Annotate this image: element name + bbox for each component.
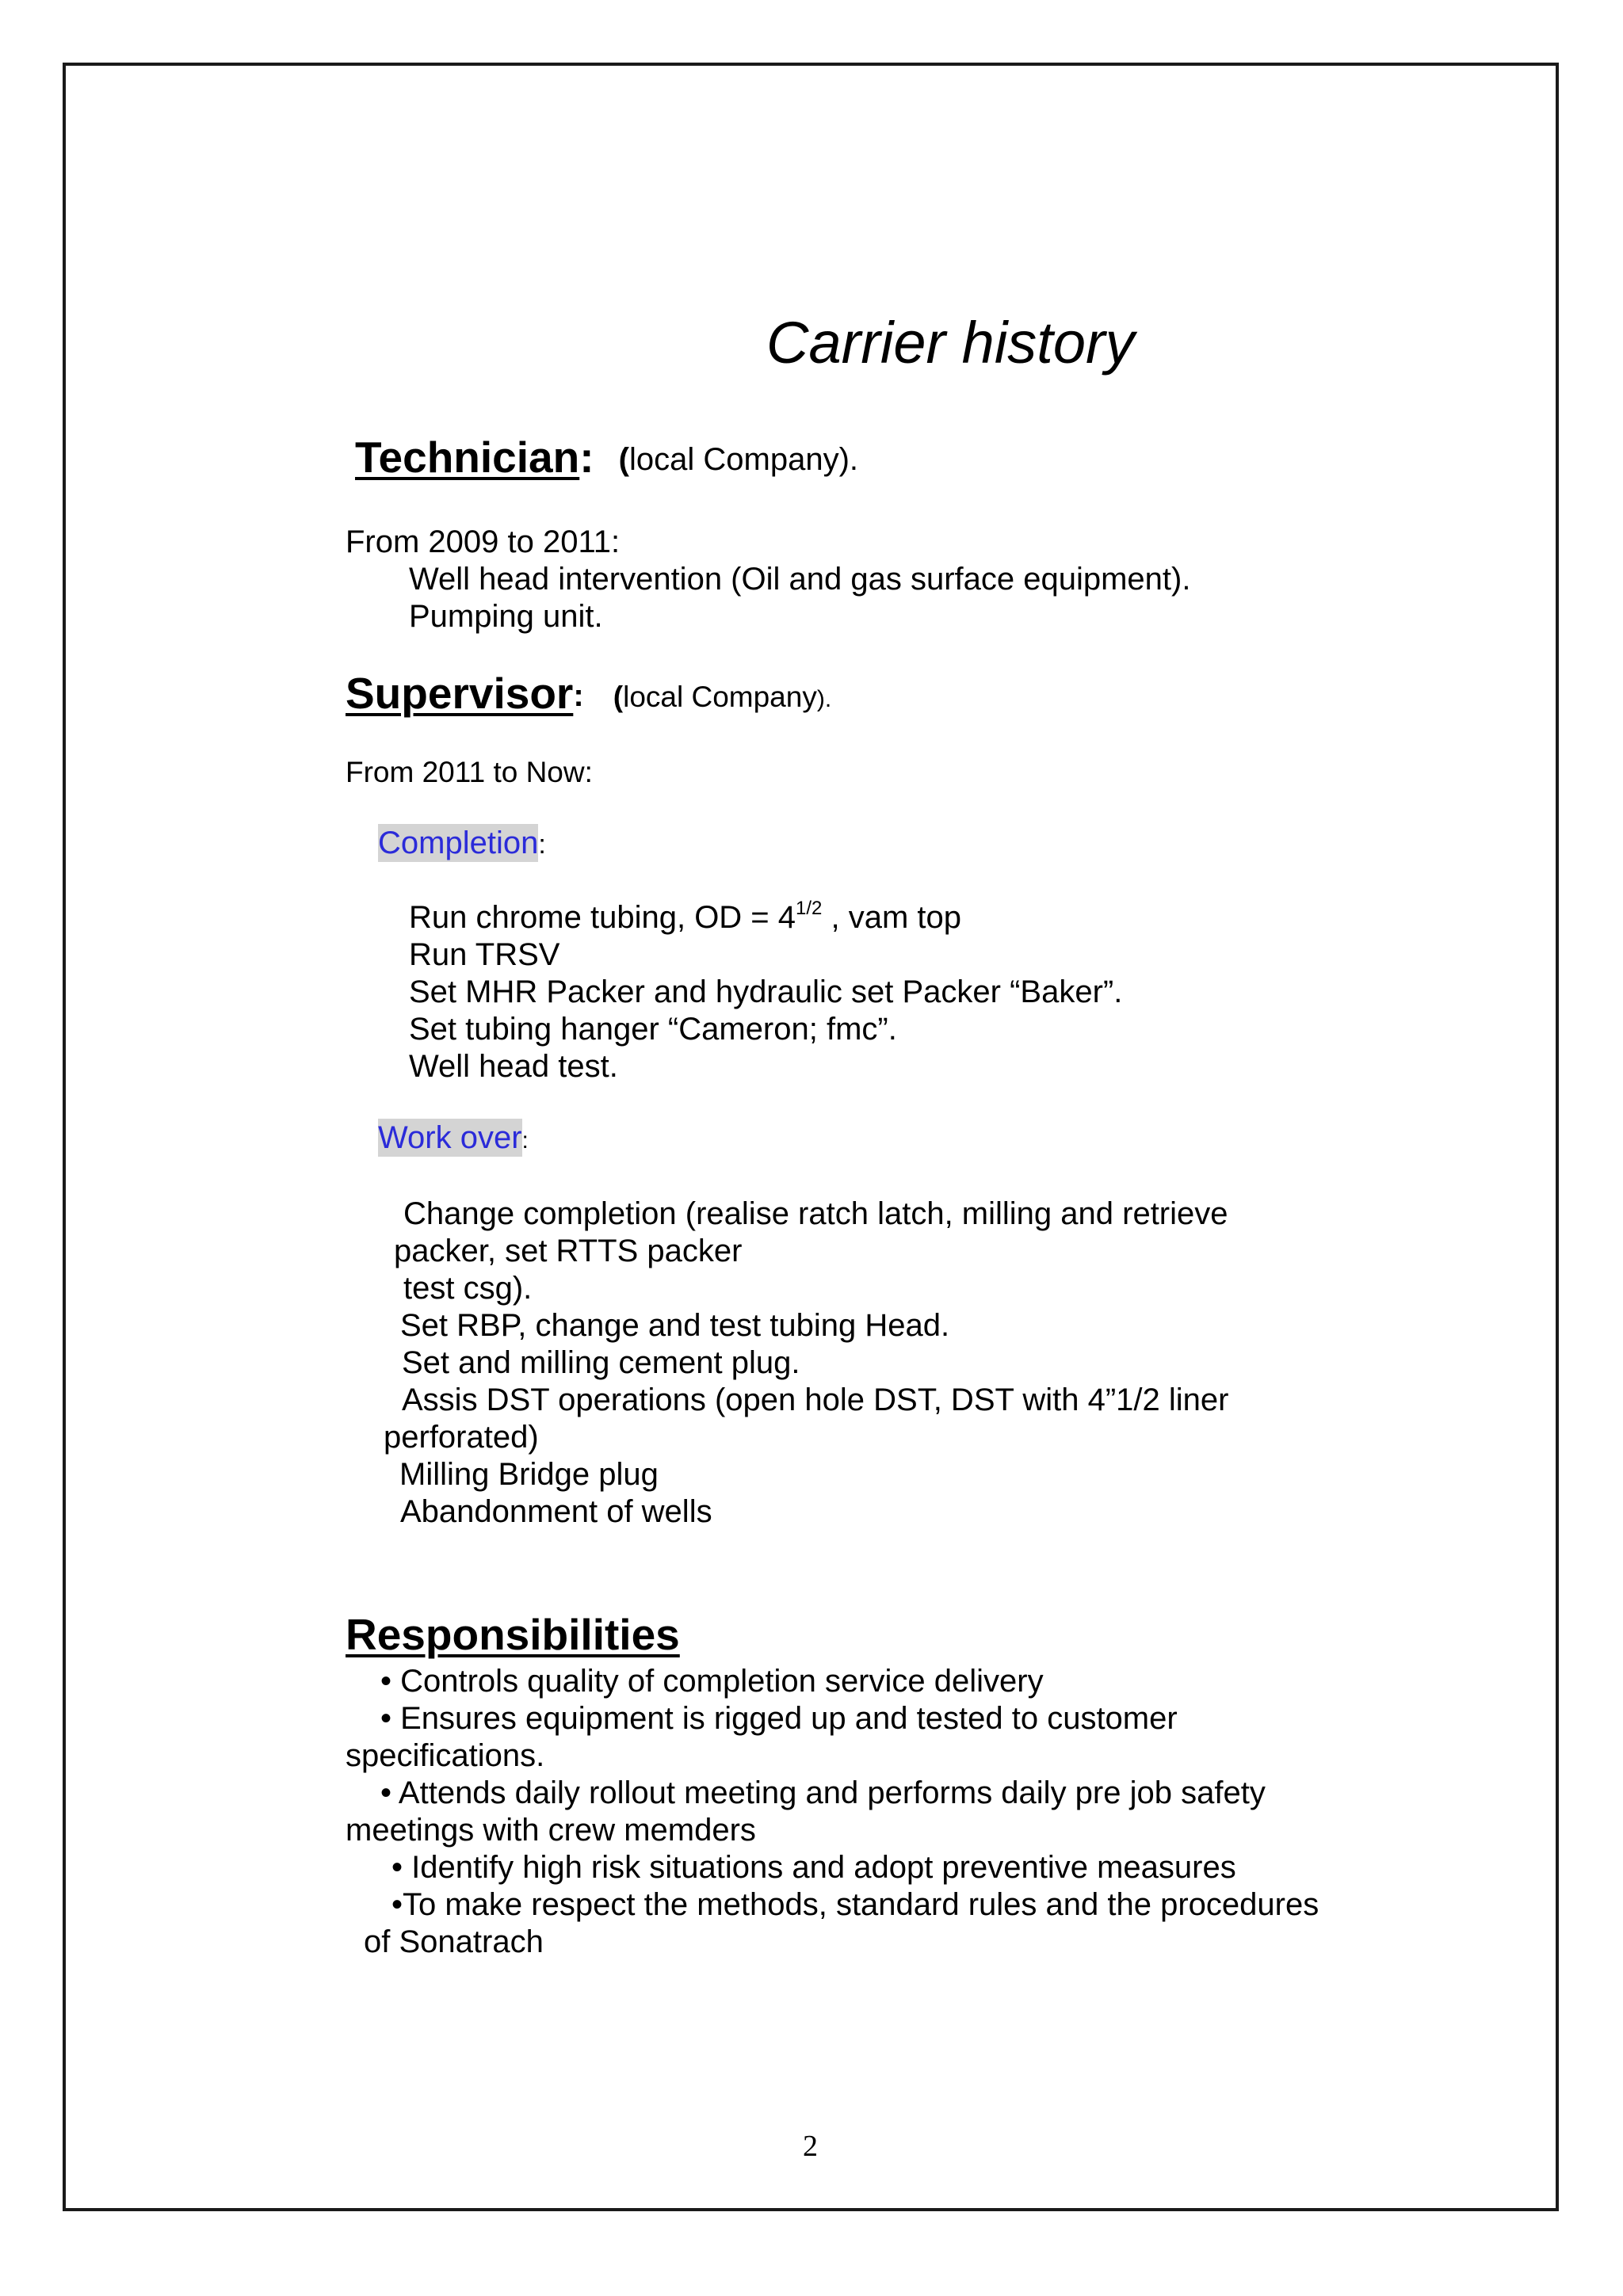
completion-label-line	[378, 827, 546, 859]
completion-tubing-prefix: Run chrome tubing, OD = 4	[409, 900, 796, 935]
workover-line: perforated)	[384, 1420, 539, 1455]
workover-line: Abandonment of wells	[400, 1494, 712, 1529]
technician-item: Well head intervention (Oil and gas surface equipment).	[409, 562, 1191, 597]
supervisor-heading: Supervisor	[346, 669, 574, 718]
completion-tubing-suffix: , vam top	[822, 900, 962, 935]
responsibility-line: •To make respect the methods, standard rules and the procedures	[391, 1887, 1319, 1922]
responsibility-line: meetings with crew memders	[346, 1813, 756, 1848]
technician-company: local Company).	[629, 442, 859, 477]
supervisor-paren: (	[613, 681, 624, 713]
workover-line: Change completion (realise ratch latch, milling and retrieve	[403, 1196, 1228, 1231]
workover-line: Set and milling cement plug.	[402, 1345, 800, 1380]
technician-heading: Technician	[355, 433, 580, 482]
workover-line: test csg).	[403, 1271, 533, 1306]
technician-paren: (	[618, 442, 629, 477]
completion-item: Well head test.	[409, 1049, 618, 1084]
workover-line: Set RBP, change and test tubing Head.	[400, 1308, 950, 1343]
supervisor-company-end: ).	[816, 686, 832, 712]
supervisor-line	[346, 669, 832, 718]
supervisor-period: From 2011 to Now:	[346, 756, 593, 788]
supervisor-colon: :	[573, 678, 584, 713]
responsibility-line: specifications.	[346, 1738, 545, 1773]
completion-tubing	[409, 898, 962, 935]
page-number: 2	[803, 2130, 818, 2163]
technician-period: From 2009 to 2011:	[346, 524, 621, 559]
technician-item: Pumping unit.	[409, 599, 603, 634]
technician-colon: :	[579, 433, 594, 482]
responsibility-line: • Identify high risk situations and adopt preventive measures	[391, 1850, 1236, 1885]
workover-label: Work over	[378, 1120, 522, 1155]
workover-colon: :	[521, 1127, 529, 1154]
completion-item: Set tubing hanger “Cameron; fmc”.	[409, 1012, 897, 1047]
responsibility-line: of Sonatrach	[364, 1924, 544, 1959]
responsibilities-heading: Responsibilities	[346, 1610, 680, 1659]
responsibility-line: • Controls quality of completion service delivery	[380, 1664, 1044, 1699]
completion-item: Set MHR Packer and hydraulic set Packer “Baker”.	[409, 974, 1123, 1009]
workover-line: Milling Bridge plug	[399, 1457, 659, 1492]
responsibility-line: • Attends daily rollout meeting and performs daily pre job safety	[380, 1775, 1266, 1810]
completion-colon: :	[538, 830, 546, 860]
workover-line: packer, set RTTS packer	[394, 1234, 743, 1268]
workover-label-line	[378, 1122, 529, 1154]
completion-item: Run TRSV	[409, 937, 560, 972]
completion-tubing-sup: 1/2	[796, 898, 823, 919]
technician-line	[346, 433, 859, 482]
responsibility-line: • Ensures equipment is rigged up and tested to customer	[380, 1701, 1178, 1736]
supervisor-company: local Company	[623, 681, 817, 713]
completion-label: Completion	[378, 826, 539, 860]
page-title: Carrier history	[766, 310, 1135, 376]
workover-line: Assis DST operations (open hole DST, DST with 4”1/2 liner	[402, 1383, 1229, 1417]
